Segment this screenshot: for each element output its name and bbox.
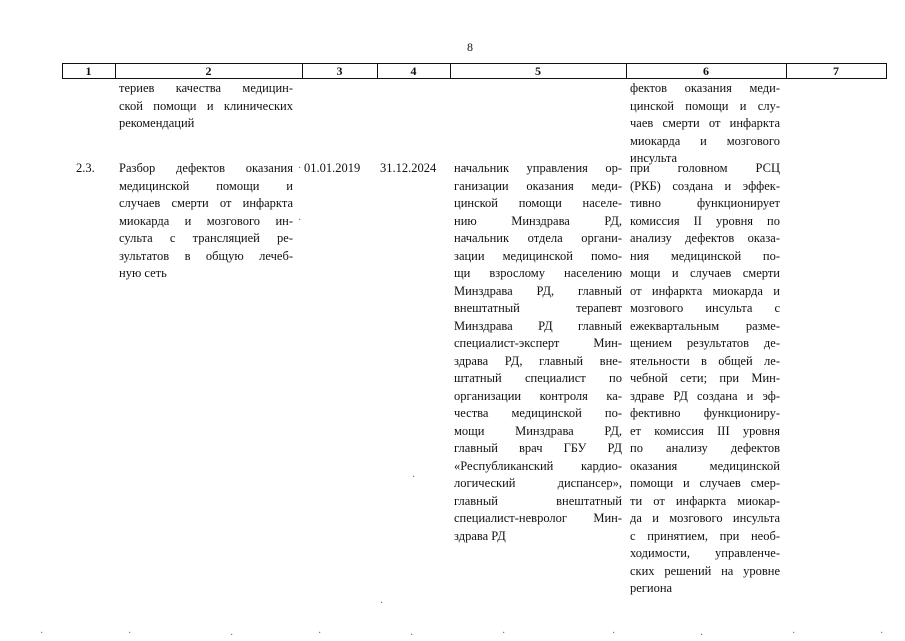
text-line: при головном РСЦ	[630, 161, 780, 175]
text-line: териев качества медицин-	[119, 81, 293, 95]
text-line: чества медицинской по-	[454, 406, 622, 420]
text-line: анализу дефектов оказа-	[630, 231, 780, 245]
scan-dot: ·	[230, 630, 234, 641]
text-line: штатный специалист по	[454, 371, 622, 385]
scan-dot: ·	[410, 630, 414, 641]
page-number: 8	[467, 40, 473, 54]
row-expected-result	[630, 160, 780, 598]
text-line: по анализу дефектов	[630, 441, 780, 455]
text-line: миокарда и мозгового ин-	[119, 213, 293, 228]
header-col-6: 6	[703, 64, 709, 78]
text-line: оказания медицинской	[630, 458, 780, 473]
text-line: чебной сети; при Мин-	[630, 371, 780, 385]
scan-dot: ·	[880, 628, 884, 639]
text-line: логический диспансер»,	[454, 476, 622, 490]
text-line: ской помощи и клинических	[119, 98, 293, 113]
text-line: нию Минздрава РД,	[454, 213, 622, 228]
text-line: главный врач ГБУ РД	[454, 441, 622, 455]
text-line: ную сеть	[119, 266, 167, 280]
header-col-4: 4	[410, 64, 417, 78]
row-end-date: 31.12.2024	[380, 161, 437, 175]
header-col-3: 3	[336, 64, 343, 78]
text-line: ти от инфаркта миокар-	[630, 493, 780, 508]
row-task-description	[119, 160, 293, 283]
text-line: (РКБ) создана и эффек-	[630, 178, 780, 193]
text-line: фектов оказания меди-	[630, 81, 780, 95]
text-line: «Республиканский кардио-	[454, 458, 622, 473]
text-line: ет комиссия III уровня	[630, 423, 780, 438]
text-line: случаев смерти от инфаркта	[119, 196, 293, 210]
scan-dot: ·	[40, 628, 44, 639]
text-line: миокарда и мозгового	[630, 133, 780, 148]
text-line: начальник отдела органи-	[454, 231, 622, 245]
text-line: организации контроля ка-	[454, 388, 622, 403]
scan-dot: ·	[380, 598, 384, 609]
text-line: комиссия II уровня по	[630, 213, 780, 228]
text-line: главный внештатный	[454, 493, 622, 508]
continuation-col2	[119, 80, 293, 133]
text-line: здраве РД создана и эф-	[630, 388, 780, 403]
scan-dot: ·	[318, 628, 322, 639]
text-line: щением результатов де-	[630, 336, 780, 350]
row-responsible	[454, 160, 622, 545]
header-bottom-border	[62, 78, 887, 79]
text-line: сульта с трансляцией ре-	[119, 231, 293, 245]
text-line: начальник управления ор-	[454, 161, 622, 175]
text-line: Минздрава РД главный	[454, 318, 622, 333]
scan-dot: ·	[700, 630, 704, 641]
scan-dot: ·	[792, 628, 796, 639]
text-line: зации медицинской помо-	[454, 248, 622, 263]
text-line: зультатов в общую лечеб-	[119, 248, 293, 263]
text-line: ятельности в общей ле-	[630, 353, 780, 368]
continuation-col6	[630, 80, 780, 168]
text-line: чаев смерти от инфаркта	[630, 116, 780, 130]
row-start-date: 01.01.2019	[304, 161, 361, 175]
text-line: мощи Минздрава РД,	[454, 423, 622, 438]
text-line: Разбор дефектов оказания	[119, 161, 293, 175]
scan-dot: ·	[128, 628, 132, 639]
text-line: фективно функциониру-	[630, 406, 780, 420]
text-line: ганизации оказания меди-	[454, 178, 622, 193]
text-line: региона	[630, 581, 673, 595]
text-line: тивно функционирует	[630, 196, 780, 210]
text-line: внештатный терапевт	[454, 301, 622, 315]
text-line: медицинской помощи и	[119, 178, 293, 193]
header-divider	[886, 63, 887, 78]
text-line: ежеквартальным разме-	[630, 318, 780, 333]
text-line: цинской помощи населе-	[454, 196, 622, 210]
text-line: инсульта	[630, 151, 678, 165]
scan-dot: ·	[612, 628, 616, 639]
text-line: рекомендаций	[119, 116, 195, 130]
text-line: щи взрослому населению	[454, 266, 622, 280]
header-col-1: 1	[85, 64, 92, 78]
header-col-2: 2	[205, 64, 212, 78]
text-line: ния медицинской по-	[630, 248, 780, 263]
scan-dot: ·	[298, 163, 302, 174]
text-line: специалист-эксперт Мин-	[454, 336, 622, 350]
text-line: мощи и случаев смерти	[630, 266, 780, 280]
scan-dot: ·	[502, 628, 506, 639]
scan-dot: ·	[412, 472, 416, 483]
text-line: ходимости, управленче-	[630, 546, 780, 560]
text-line: да и мозгового инсульта	[630, 511, 780, 525]
text-line: здрава РД, главный вне-	[454, 353, 622, 368]
text-line: Минздрава РД, главный	[454, 283, 622, 298]
text-line: от инфаркта миокарда и	[630, 283, 780, 298]
row-number: 2.3.	[76, 161, 95, 175]
scan-dot: ·	[298, 215, 302, 226]
text-line: цинской помощи и слу-	[630, 98, 780, 113]
text-line: здрава РД	[454, 528, 506, 543]
text-line: специалист-невролог Мин-	[454, 511, 622, 525]
text-line: мозгового инсульта с	[630, 301, 780, 315]
text-line: с принятием, при необ-	[630, 528, 780, 543]
header-col-7: 7	[833, 64, 839, 78]
text-line: помощи и случаев смер-	[630, 476, 780, 490]
header-col-5: 5	[535, 64, 541, 78]
text-line: ских решений на уровне	[630, 563, 780, 578]
